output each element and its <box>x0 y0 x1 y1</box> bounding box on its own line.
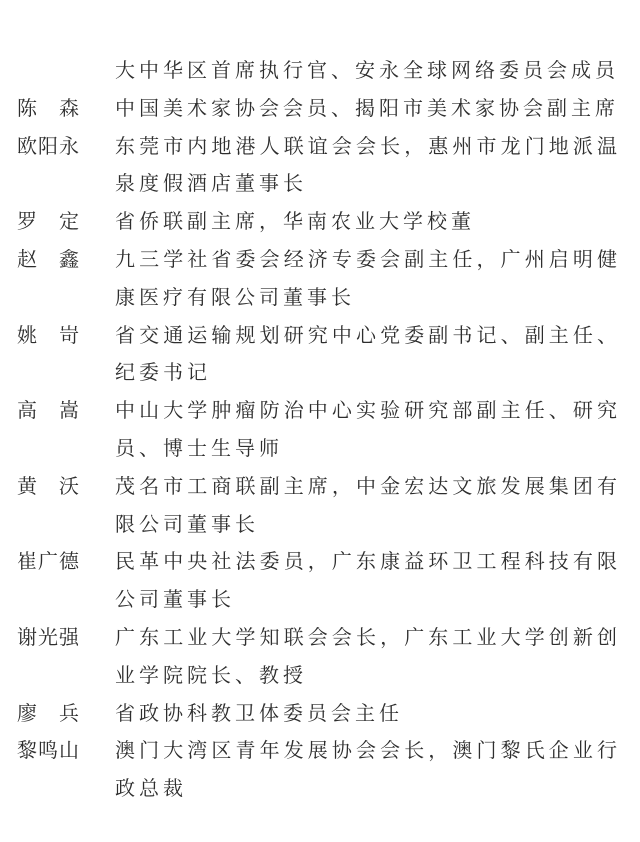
person-titles: 省交通运输规划研究中心党委副书记、副主任、纪委书记 <box>115 324 621 385</box>
person-titles: 省侨联副主席，华南农业大学校董 <box>115 211 475 234</box>
roster-entry <box>0 696 640 734</box>
person-name: 陈 森 <box>17 97 80 120</box>
roster-entry <box>0 469 640 545</box>
person-name: 罗 定 <box>17 211 80 234</box>
person-titles: 茂名市工商联副主席，中金宏达文旅发展集团有限公司董事长 <box>115 475 621 536</box>
roster-entry <box>0 733 640 809</box>
roster-entry <box>0 393 640 469</box>
roster-entry <box>0 129 640 205</box>
person-name: 黎鸣山 <box>17 740 80 763</box>
person-name: 赵 鑫 <box>17 248 80 271</box>
roster-entry <box>0 53 640 91</box>
person-name: 崔广德 <box>17 551 80 574</box>
roster-entry <box>0 544 640 620</box>
roster-entry <box>0 318 640 394</box>
person-titles: 民革中央社法委员，广东康益环卫工程科技有限公司董事长 <box>115 551 621 612</box>
person-name: 廖 兵 <box>17 702 80 725</box>
roster-entry <box>0 242 640 318</box>
person-name: 谢光强 <box>17 626 80 649</box>
person-titles: 中山大学肿瘤防治中心实验研究部副主任、研究员、博士生导师 <box>115 400 621 460</box>
person-titles: 中国美术家协会会员、揭阳市美术家协会副主席 <box>115 97 619 120</box>
person-titles: 澳门大湾区青年发展协会会长，澳门黎氏企业行政总裁 <box>115 740 621 801</box>
person-titles: 大中华区首席执行官、安永全球网络委员会成员 <box>115 60 619 82</box>
roster-entry <box>0 91 640 129</box>
person-titles: 九三学社省委会经济专委会副主任，广州启明健康医疗有限公司董事长 <box>115 248 621 309</box>
roster-page <box>0 53 640 809</box>
roster-entry <box>0 620 640 696</box>
person-name: 高 嵩 <box>17 400 80 423</box>
roster-entry <box>0 204 640 242</box>
person-name: 欧阳永 <box>17 135 80 158</box>
person-titles: 省政协科教卫体委员会主任 <box>115 702 403 725</box>
person-titles: 东莞市内地港人联谊会会长，惠州市龙门地派温泉度假酒店董事长 <box>115 135 621 196</box>
person-name: 姚 岢 <box>17 324 80 347</box>
person-titles: 广东工业大学知联会会长，广东工业大学创新创业学院院长、教授 <box>115 626 621 687</box>
person-name: 黄 沃 <box>17 475 80 498</box>
